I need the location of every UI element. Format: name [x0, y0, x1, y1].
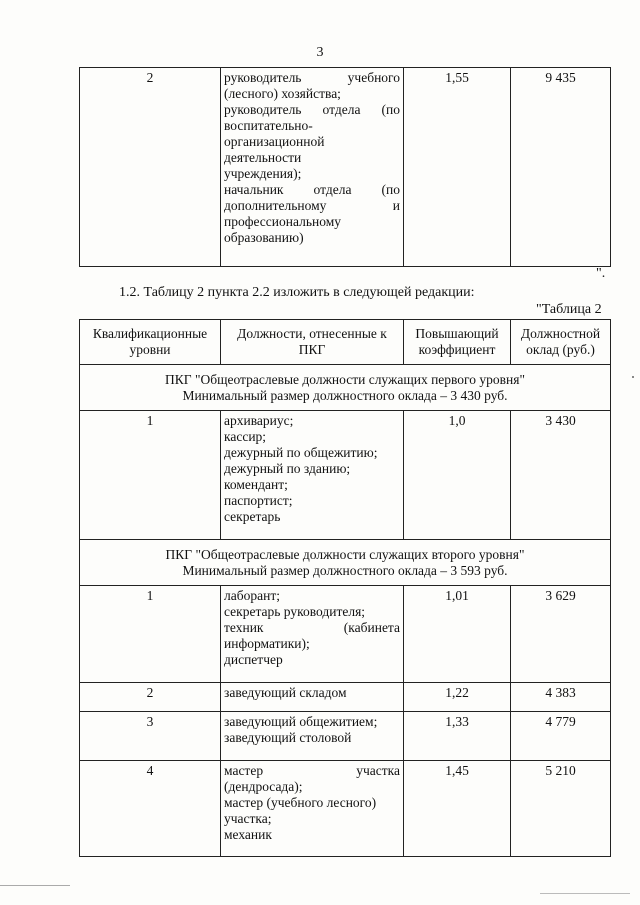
- position-line: заведующий общежитием;: [224, 714, 378, 729]
- salary-table: [79, 319, 611, 857]
- group-title: ПКГ "Общеотраслевые должности служащих первого уровня": [165, 371, 525, 387]
- position-line: (дендросада);: [224, 779, 303, 794]
- group-header-row: [80, 365, 611, 411]
- positions-cell: [221, 68, 404, 267]
- salary-cell: 5 210: [511, 761, 611, 857]
- header-levels: [80, 320, 221, 365]
- position-line: дежурный по общежитию;: [224, 445, 378, 460]
- header-line: коэффициент: [418, 342, 496, 357]
- position-line: механик: [224, 827, 272, 842]
- position-line: секретарь: [224, 509, 281, 524]
- header-line: Должностной: [520, 326, 601, 341]
- header-positions: [221, 320, 404, 365]
- scan-speck: [0, 885, 70, 886]
- salary-cell: 3 629: [511, 586, 611, 683]
- position-line: диспетчер: [224, 652, 283, 667]
- position-line: воспитательно-: [224, 118, 313, 133]
- salary-cell: 3 430: [511, 411, 611, 540]
- table-row: [80, 683, 611, 712]
- coefficient-cell: 1,45: [404, 761, 511, 857]
- scan-speck: [540, 893, 630, 894]
- table-label: "Таблица 2: [536, 302, 602, 317]
- position-line: организационной: [224, 134, 325, 149]
- coefficient-cell: 1,22: [404, 683, 511, 712]
- table-row: [80, 586, 611, 683]
- positions-cell: [221, 586, 404, 683]
- header-salary: [511, 320, 611, 365]
- level-cell: 4: [80, 761, 221, 857]
- position-line: лаборант;: [224, 588, 280, 603]
- group-header-row: [80, 540, 611, 586]
- position-line: (лесного) хозяйства;: [224, 86, 341, 101]
- table-row: [80, 761, 611, 857]
- position-line: кассир;: [224, 429, 267, 444]
- position-line: информатики);: [224, 636, 310, 651]
- closing-quote: ".: [596, 266, 606, 281]
- table-row: [80, 411, 611, 540]
- salary-cell: 4 779: [511, 712, 611, 761]
- header-coefficient: [404, 320, 511, 365]
- position-line: начальник отдела (по: [224, 182, 400, 197]
- header-line: уровни: [129, 342, 171, 357]
- position-line: руководитель учебного: [224, 70, 400, 85]
- amendment-paragraph: 1.2. Таблицу 2 пункта 2.2 изложить в следующей редакции:: [119, 285, 475, 300]
- header-line: Повышающий: [415, 326, 499, 341]
- level-cell: 2: [80, 683, 221, 712]
- salary-cell: 4 383: [511, 683, 611, 712]
- position-line: образованию): [224, 230, 304, 245]
- level-cell: 1: [80, 411, 221, 540]
- position-line: комендант;: [224, 477, 288, 492]
- position-line: мастер (учебного лесного): [224, 795, 377, 810]
- positions-cell: [221, 761, 404, 857]
- level-cell: 3: [80, 712, 221, 761]
- position-line: архивариус;: [224, 413, 294, 428]
- group-min-salary: Минимальный размер должностного оклада – 3 430 руб.: [182, 387, 508, 403]
- position-line: мастер участка: [224, 763, 400, 778]
- level-cell: 2: [80, 68, 221, 267]
- positions-cell: [221, 712, 404, 761]
- group-header: [80, 365, 611, 411]
- group-min-salary: Минимальный размер должностного оклада – 3 593 руб.: [182, 562, 508, 578]
- header-line: оклад (руб.): [526, 342, 595, 357]
- position-line: учреждения);: [224, 166, 302, 181]
- salary-cell: 9 435: [511, 68, 611, 267]
- position-line: техник (кабинета: [224, 620, 400, 635]
- table-row: [80, 68, 611, 267]
- page-number: 3: [316, 45, 324, 60]
- group-header: [80, 540, 611, 586]
- position-line: участка;: [224, 811, 272, 826]
- table-row: [80, 712, 611, 761]
- position-line: паспортист;: [224, 493, 293, 508]
- position-line: заведующий столовой: [224, 730, 352, 745]
- group-title: ПКГ "Общеотраслевые должности служащих второго уровня": [165, 546, 525, 562]
- header-line: Квалификационные: [92, 326, 208, 341]
- position-line: заведующий складом: [224, 685, 347, 700]
- header-line: Должности, отнесенные к: [237, 326, 387, 341]
- top-table: [79, 67, 611, 267]
- coefficient-cell: 1,0: [404, 411, 511, 540]
- level-cell: 1: [80, 586, 221, 683]
- position-line: деятельности: [224, 150, 302, 165]
- scan-speck: [632, 376, 634, 378]
- positions-cell: [221, 683, 404, 712]
- coefficient-cell: 1,01: [404, 586, 511, 683]
- position-line: руководитель отдела (по: [224, 102, 400, 117]
- position-line: дополнительному и: [224, 198, 400, 213]
- position-line: дежурный по зданию;: [224, 461, 351, 476]
- coefficient-cell: 1,55: [404, 68, 511, 267]
- positions-cell: [221, 411, 404, 540]
- header-row: [80, 320, 611, 365]
- coefficient-cell: 1,33: [404, 712, 511, 761]
- position-line: профессиональному: [224, 214, 341, 229]
- position-line: секретарь руководителя;: [224, 604, 366, 619]
- header-line: ПКГ: [298, 342, 326, 357]
